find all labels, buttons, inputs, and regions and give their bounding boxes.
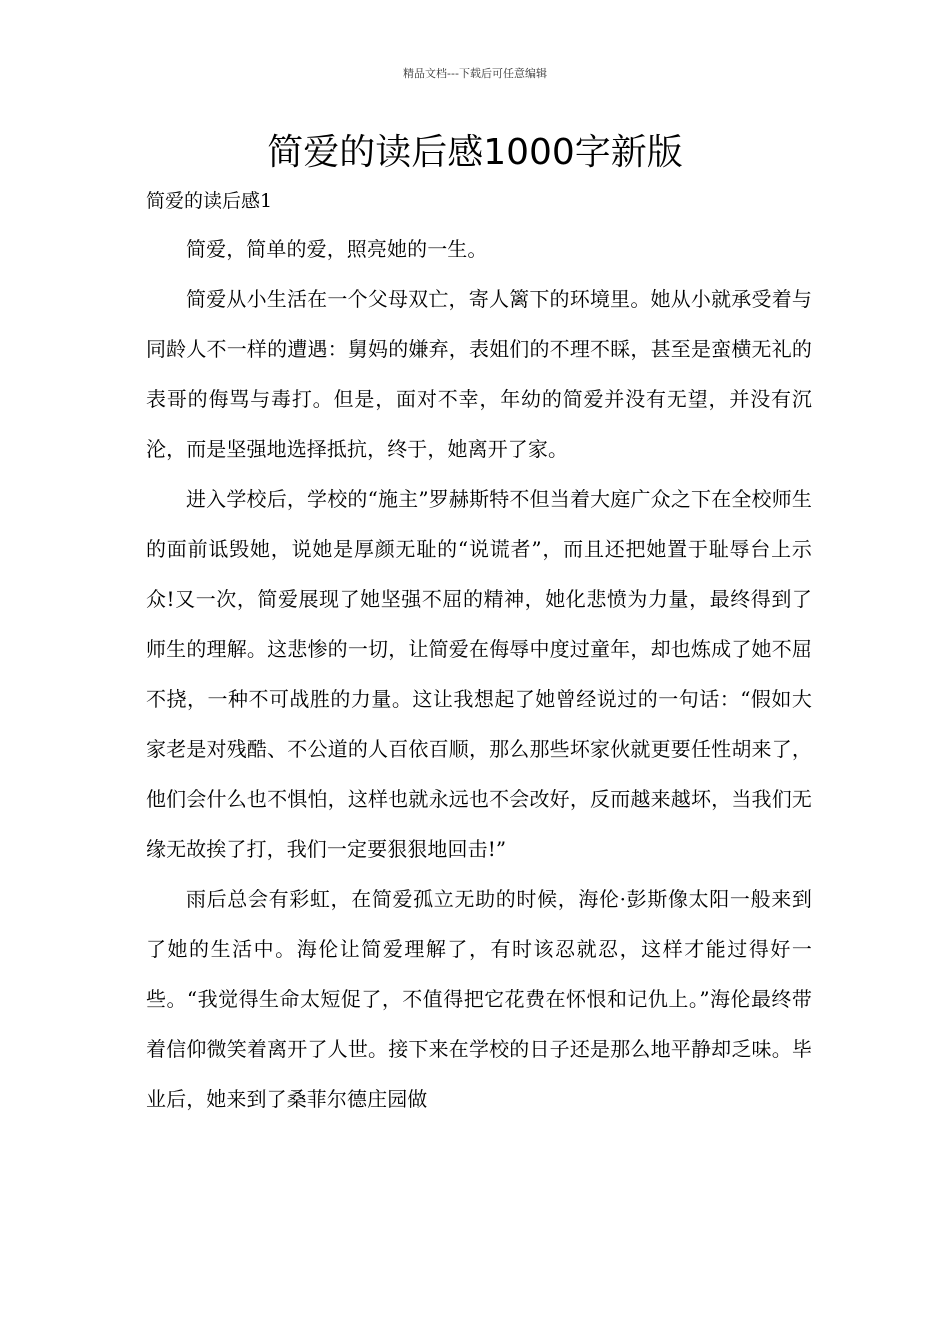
paragraph-4: 雨后总会有彩虹，在简爱孤立无助的时候，海伦·彭斯像太阳一般来到了她的生活中。海伦让简爱理解了，有时该忍就忍，这样才能过得好一些。“我觉得生命太短促了，不值得把它花费在怀恨和记仇上。”海伦最终带着信仰微笑着离开了人世。接下来在学校的日子还是那么地平静却乏味。毕业后，她来到了桑菲尔德庄园做	[146, 887, 812, 1111]
document-body	[146, 224, 812, 1124]
paragraph-1: 简爱，简单的爱，照亮她的一生。	[186, 237, 488, 261]
document-title: 简爱的读后感1000字新版	[267, 132, 683, 173]
paragraph-3: 进入学校后，学校的“施主”罗赫斯特不但当着大庭广众之下在全校师生的面前诋毁她，说她是厚颜无耻的“说谎者”，而且还把她置于耻辱台上示众!又一次，简爱展现了她坚强不屈的精神，她化悲愤为力量，最终得到了师生的理解。这悲惨的一切，让简爱在侮辱中度过童年，却也炼成了她不屈不挠，一种不可战胜的力量。这让我想起了她曾经说过的一句话：“假如大家老是对残酷、不公道的人百依百顺，那么那些坏家伙就更要任性胡来了，他们会什么也不惧怕，这样也就永远也不会改好，反而越来越坏，当我们无缘无故挨了打，我们一定要狠狠地回击!”	[146, 487, 812, 861]
section-subheading: 简爱的读后感1	[146, 190, 273, 212]
paragraph-2: 简爱从小生活在一个父母双亡，寄人篱下的环境里。她从小就承受着与同龄人不一样的遭遇：舅妈的嫌弃，表姐们的不理不睬，甚至是蛮横无礼的表哥的侮骂与毒打。但是，面对不幸，年幼的简爱并没有无望，并没有沉沦，而是坚强地选择抵抗，终于，她离开了家。	[146, 287, 812, 461]
header-note: 精品文档---下载后可任意编辑	[403, 67, 547, 80]
